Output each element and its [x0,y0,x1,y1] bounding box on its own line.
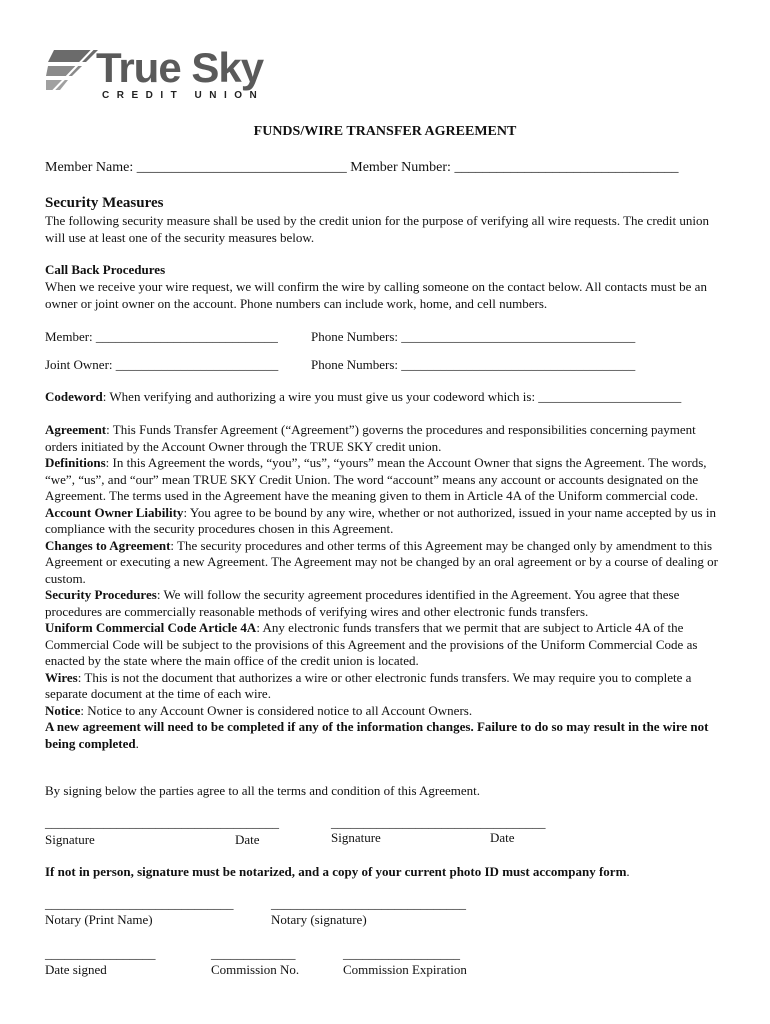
term-definitions: Definitions: In this Agreement the words, “you”, “us”, “yours” mean the Account Owner that signs the Agreement. The words, “we”, “us”, and “our” mean TRUE SKY Credit Union. The word “account” means any account or accounts designated on the Agreement. The terms used in the Agreement have the meaning given to them in Article 4A of the Uniform commercial code. [45,455,707,503]
signature-line-1[interactable]: ____________________________________ [45,815,279,830]
terms-block [45,422,725,752]
date-label-1: Date [235,832,260,847]
term-ucc-4a: Uniform Commercial Code Article 4A: Any electronic funds transfers that we permit that are subject to Article 4A of the Commercial Code will be subject to the provisions of this Agreement and the provisions of the Uniform Commercial Code as enacted by the state where the main office of the credit union is located. [45,620,698,668]
codeword-line[interactable] [45,389,681,406]
logo-wordmark: True Sky [96,44,264,91]
date-signed-line[interactable]: _________________ [45,946,156,961]
notary-print-name-label: Notary (Print Name) [45,912,153,927]
joint-phone-field[interactable]: Phone Numbers: ____________________________________ [311,357,636,372]
member-contact-field[interactable]: Member: ____________________________ [45,329,278,344]
codeword-label: Codeword [45,389,103,404]
term-agreement: Agreement: This Funds Transfer Agreement (“Agreement”) governs the procedures and responsibilities concerning payment orders initiated by the Account Owner through the TRUE SKY credit union. [45,422,696,454]
commission-exp-label: Commission Expiration [343,962,467,977]
joint-owner-field[interactable]: Joint Owner: _________________________ [45,357,279,372]
signature-label-2: Signature [331,830,381,845]
term-changes: Changes to Agreement: The security procedures and other terms of this Agreement may be changed only by amendment to this Agreement or executing a new Agreement. The Agreement may not be changed by an oral agreement or by a course of dealing or custom. [45,537,718,586]
callback-heading: Call Back Procedures [45,262,166,277]
notary-name-line[interactable]: _____________________________ [45,896,234,911]
notary-signature-label: Notary (signature) [271,912,367,927]
commission-no-line[interactable]: _____________ [211,946,296,961]
commission-exp-line[interactable]: __________________ [343,946,460,961]
member-name-field[interactable]: ______________________________ [136,160,347,175]
commission-no-label: Commission No. [211,962,300,977]
member-number-field[interactable]: ________________________________ [454,160,679,175]
term-security-procedures: Security Procedures: We will follow the security agreement procedures identified in the Agreement. You agree that these procedures are commercially reasonable methods of verifying wires and other electronic funds transfers. [45,587,680,619]
term-wires: Wires: This is not the document that authorizes a wire or other electronic funds transfers. We may require you to complete a separate document at the time of each wire. [45,669,692,701]
term-liability: Account Owner Liability: You agree to be bound by any wire, whether or not authorized, issued in your name accepted by us in compliance with the security procedures chosen in this Agreement. [45,504,716,536]
date-label-2: Date [490,830,515,845]
member-line [45,160,678,176]
member-number-label: Member Number: [350,160,451,175]
security-text: The following security measure shall be used by the credit union for the purpose of verifying all wire requests. The credit union will use at least one of the security measures below. [45,213,710,245]
security-heading: Security Measures [45,195,164,211]
member-name-label: Member Name: [45,160,134,175]
by-signing-text: By signing below the parties agree to all the terms and condition of this Agreement. [45,783,481,798]
signature-label-1: Signature [45,832,95,847]
sky-swoosh-icon [46,46,98,98]
new-agreement-notice: A new agreement will need to be completed if any of the information changes. Failure to do so may result in the wire not being completed. [45,719,709,751]
signature-line-2[interactable]: _________________________________ [331,815,546,830]
logo-subtitle: CREDIT UNION [102,90,265,101]
member-phone-field[interactable]: Phone Numbers: ____________________________________ [311,329,636,344]
document-title: FUNDS/WIRE TRANSFER AGREEMENT [253,124,517,139]
notary-signature-line[interactable]: ______________________________ [271,896,466,911]
codeword-text: : When verifying and authorizing a wire you must give us your codeword which is: ______________________ [102,389,682,404]
callback-text: When we receive your wire request, we will confirm the wire by calling someone on the contact below. All contacts must be an owner or joint owner on the account. Phone numbers can include work, home, and cell numbers. [45,279,707,311]
term-notice: Notice: Notice to any Account Owner is considered notice to all Account Owners. [45,702,473,718]
date-signed-label: Date signed [45,962,107,977]
notarize-notice: If not in person, signature must be notarized, and a copy of your current photo ID must accompany form. [45,864,630,879]
true-sky-logo [46,44,266,106]
